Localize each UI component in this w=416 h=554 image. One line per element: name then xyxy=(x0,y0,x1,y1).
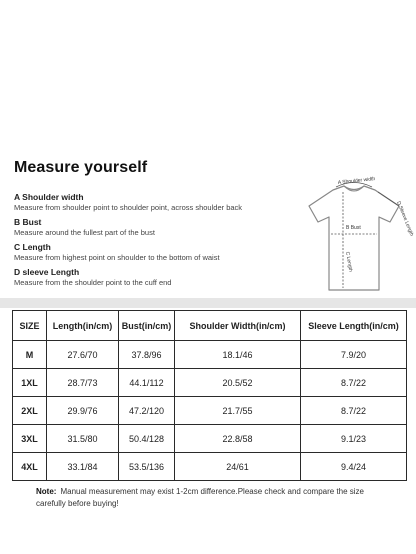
table-cell: 28.7/73 xyxy=(47,369,119,397)
size-cell: 3XL xyxy=(13,425,47,453)
definition-text: Measure from the shoulder point to the cuff end xyxy=(14,278,172,287)
table-cell: 37.8/96 xyxy=(119,341,175,369)
table-cell: 44.1/112 xyxy=(119,369,175,397)
table-cell: 24/61 xyxy=(175,453,301,481)
definition-text: Measure around the fullest part of the bust xyxy=(14,228,155,237)
diagram-label-d: D Sleeve Length xyxy=(395,200,415,238)
definition-length xyxy=(14,242,314,263)
tshirt-diagram xyxy=(300,176,415,296)
diagram-label-c: C Length xyxy=(344,251,354,273)
table-cell: 27.6/70 xyxy=(47,341,119,369)
size-cell: M xyxy=(13,341,47,369)
table-cell: 29.9/76 xyxy=(47,397,119,425)
note xyxy=(36,486,396,510)
definition-shoulder-width xyxy=(14,192,314,213)
size-cell: 1XL xyxy=(13,369,47,397)
size-chart-table xyxy=(12,310,407,481)
table-cell: 31.5/80 xyxy=(47,425,119,453)
table-cell: 9.1/23 xyxy=(301,425,407,453)
definition-bust xyxy=(14,217,314,238)
table-cell: 20.5/52 xyxy=(175,369,301,397)
table-cell: 9.4/24 xyxy=(301,453,407,481)
divider-band xyxy=(0,298,416,308)
definition-sleeve-length xyxy=(14,267,314,288)
size-cell: 4XL xyxy=(13,453,47,481)
table-cell: 50.4/128 xyxy=(119,425,175,453)
table-cell: 53.5/136 xyxy=(119,453,175,481)
size-cell: 2XL xyxy=(13,397,47,425)
table-cell: 22.8/58 xyxy=(175,425,301,453)
table-cell: 18.1/46 xyxy=(175,341,301,369)
table-cell: 7.9/20 xyxy=(301,341,407,369)
column-header: Sleeve Length(in/cm) xyxy=(301,311,407,341)
column-header: Shoulder Width(in/cm) xyxy=(175,311,301,341)
column-header: Bust(in/cm) xyxy=(119,311,175,341)
definition-heading: C Length xyxy=(14,242,51,252)
definition-heading: D sleeve Length xyxy=(14,267,80,277)
table-row xyxy=(13,341,407,369)
table-header-row xyxy=(13,311,407,341)
note-label: Note: xyxy=(36,487,57,496)
page-title: Measure yourself xyxy=(14,159,148,176)
table-row xyxy=(13,369,407,397)
column-header: SIZE xyxy=(13,311,47,341)
diagram-label-a: A Shoulder width xyxy=(337,176,376,186)
measurement-definitions xyxy=(14,192,314,292)
table-cell: 8.7/22 xyxy=(301,397,407,425)
table-cell: 21.7/55 xyxy=(175,397,301,425)
definition-heading: B Bust xyxy=(14,217,42,227)
definition-text: Measure from highest point on shoulder to the bottom of waist xyxy=(14,253,220,262)
table-row xyxy=(13,397,407,425)
definition-text: Measure from shoulder point to shoulder point, across shoulder back xyxy=(14,203,243,212)
table-cell: 8.7/22 xyxy=(301,369,407,397)
table-row xyxy=(13,453,407,481)
tshirt-outline-icon xyxy=(309,186,399,290)
definition-heading: A Shoulder width xyxy=(14,192,84,202)
column-header: Length(in/cm) xyxy=(47,311,119,341)
note-text: Manual measurement may exist 1-2cm difference.Please check and compare the size carefully before buying! xyxy=(36,487,365,508)
table-cell: 47.2/120 xyxy=(119,397,175,425)
table-row xyxy=(13,425,407,453)
diagram-label-b: B Bust xyxy=(346,225,361,231)
table-cell: 33.1/84 xyxy=(47,453,119,481)
